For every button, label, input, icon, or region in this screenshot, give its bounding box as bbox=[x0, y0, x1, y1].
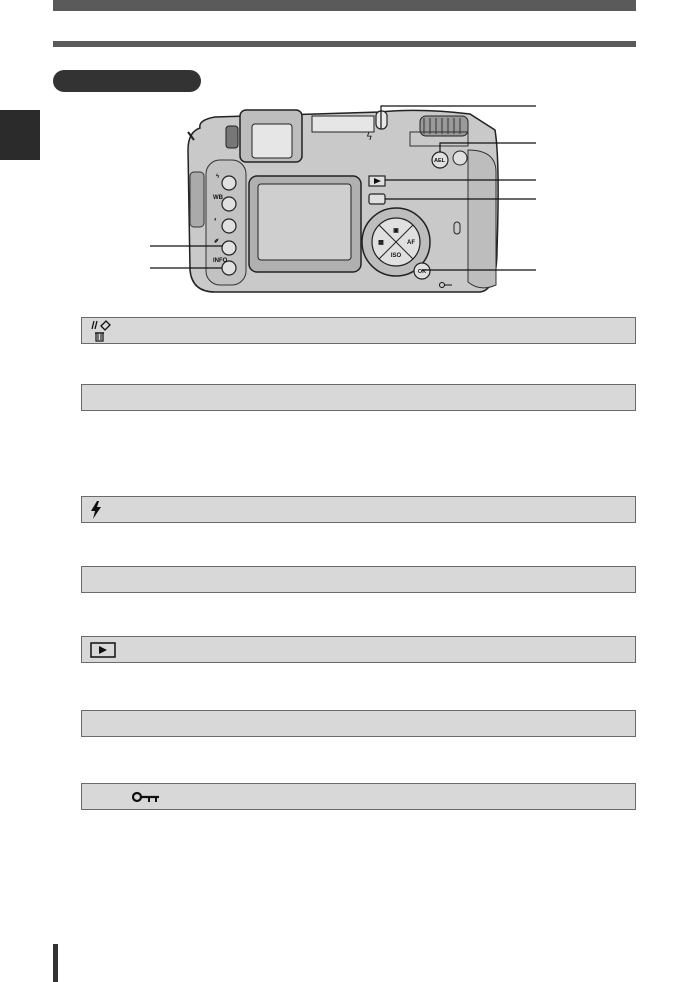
mode-label-wb: WB bbox=[213, 195, 223, 201]
playback-icon bbox=[90, 642, 116, 658]
mode-label-erase: ✐ bbox=[214, 239, 220, 245]
protect-key-icon bbox=[132, 791, 160, 803]
flash-icon bbox=[90, 501, 102, 519]
pad-label-right: AF bbox=[407, 240, 415, 246]
section-header-2 bbox=[81, 384, 636, 411]
flash-symbol: ϟ bbox=[366, 132, 373, 143]
pad-label-left: ▦ bbox=[378, 240, 384, 246]
protect-section-header bbox=[81, 783, 636, 810]
playback-section-header bbox=[81, 636, 636, 663]
section-header-6 bbox=[81, 710, 636, 737]
flash-section-header bbox=[81, 496, 636, 523]
mode-label-info: INFO bbox=[213, 258, 228, 264]
erase-section-header bbox=[81, 317, 636, 344]
mode-label-flash: ϟ bbox=[216, 174, 220, 180]
mode-label-metering: ◐ bbox=[214, 217, 218, 223]
erase-icon bbox=[90, 320, 112, 342]
ael-label: AEL bbox=[434, 158, 445, 164]
section-header-4 bbox=[81, 566, 636, 593]
pad-label-bottom: ISO bbox=[390, 253, 402, 259]
footer-marker bbox=[53, 944, 58, 982]
pad-label-top: ▣ bbox=[393, 228, 399, 234]
camera-back-illustration bbox=[0, 0, 691, 310]
ok-label: OK bbox=[417, 269, 427, 275]
